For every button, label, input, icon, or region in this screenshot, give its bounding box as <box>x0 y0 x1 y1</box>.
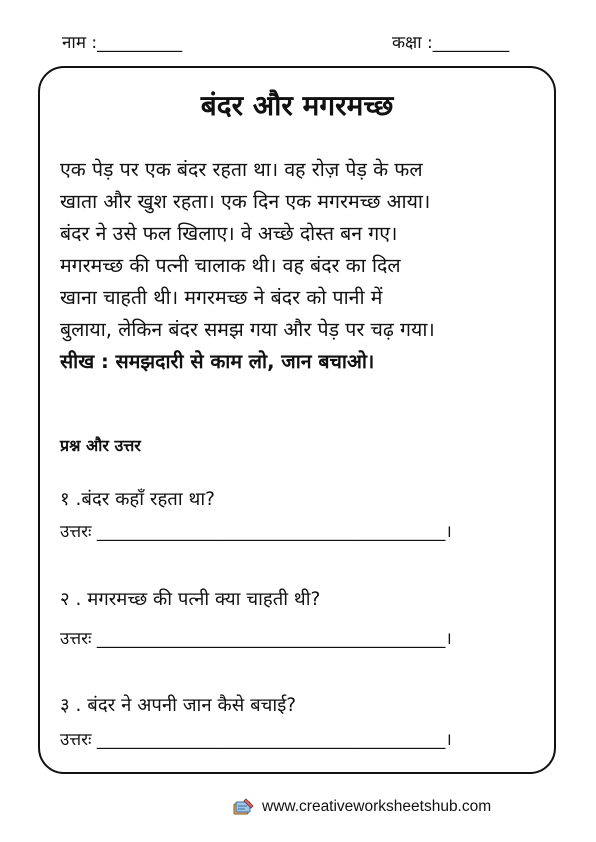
question-1: १ .बंदर कहाँ रहता था? <box>60 489 215 510</box>
name-field[interactable]: नाम :__________ <box>62 33 183 53</box>
story-line: एक पेड़ पर एक बंदर रहता था। वह रोज़ पेड़ के फल <box>60 158 423 181</box>
question-3: ३ . बंदर ने अपनी जान कैसे बचाई? <box>60 695 297 716</box>
class-field[interactable]: कक्षा :_________ <box>392 33 510 53</box>
story-line: खाता और खुश रहता। एक दिन एक मगरमच्छ आया। <box>60 190 431 213</box>
story-line: बंदर ने उसे फल खिलाए। वे अच्छे दोस्त बन गए। <box>60 222 398 245</box>
pencil-book-icon <box>232 798 254 816</box>
worksheet-frame <box>38 66 556 774</box>
answer-line-3[interactable]: उत्तरः _________________________________________। <box>60 730 452 750</box>
page-title: बंदर और मगरमच्छ <box>200 89 394 122</box>
moral-line: सीख : समझदारी से काम लो, जान बचाओ। <box>60 350 375 373</box>
answer-line-1[interactable]: उत्तरः _________________________________________। <box>60 522 452 542</box>
qa-heading: प्रश्न और उत्तर <box>60 436 141 455</box>
answer-line-2[interactable]: उत्तरः _________________________________________। <box>60 629 452 649</box>
story-passage <box>60 154 544 378</box>
website-link[interactable]: www.creativeworksheetshub.com <box>262 798 492 815</box>
footer <box>232 798 491 816</box>
story-line: खाना चाहती थी। मगरमच्छ ने बंदर को पानी में <box>60 286 383 309</box>
story-line: मगरमच्छ की पत्नी चालाक थी। वह बंदर का दिल <box>60 254 401 277</box>
story-line: बुलाया, लेकिन बंदर समझ गया और पेड़ पर चढ़ गया। <box>60 318 435 341</box>
question-2: २ . मगरमच्छ की पत्नी क्या चाहती थी? <box>60 589 321 610</box>
